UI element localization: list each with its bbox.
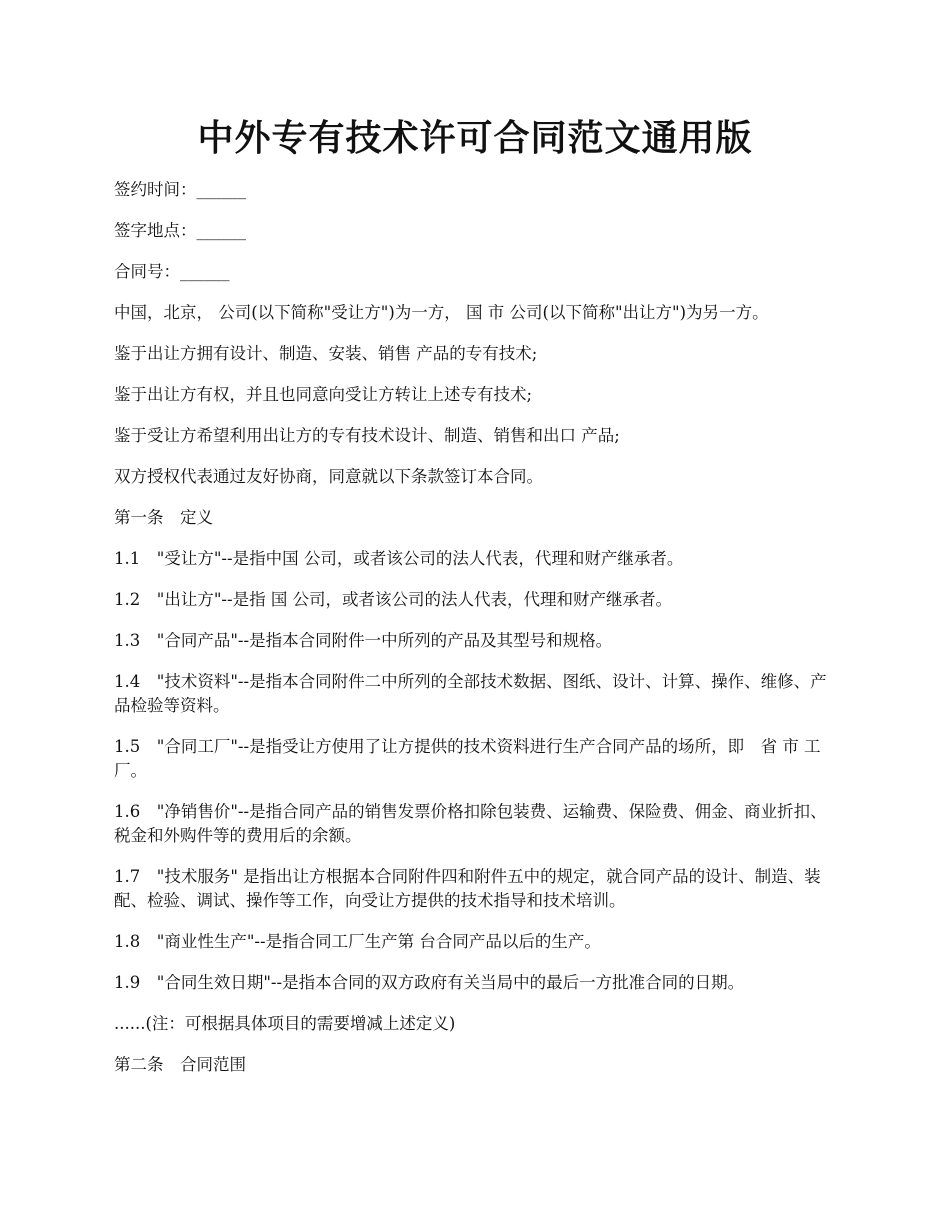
definition-1-4: 1.4 "技术资料"--是指本合同附件二中所列的全部技术数据、图纸、设计、计算、操作、维修、产品检验等资料。 <box>114 672 827 715</box>
document-title: 中外专有技术许可合同范文通用版 <box>197 117 753 159</box>
article-1-heading: 第一条 定义 <box>114 508 213 527</box>
contract-number: 合同号：______ <box>114 262 230 281</box>
definition-1-3: 1.3 "合同产品"--是指本合同附件一中所列的产品及其型号和规格。 <box>114 631 613 650</box>
recital-1: 鉴于出让方拥有设计、制造、安装、销售 产品的专有技术; <box>114 344 538 363</box>
agreement-statement: 双方授权代表通过友好协商，同意就以下条款签订本合同。 <box>114 467 543 486</box>
document-body <box>114 178 836 1094</box>
signing-time: 签约时间：______ <box>114 180 246 199</box>
parties-paragraph: 中国，北京， 公司(以下简称"受让方")为一方， 国 市 公司(以下简称"出让方")为另一方。 <box>114 303 769 322</box>
recital-2: 鉴于出让方有权，并且也同意向受让方转让上述专有技术; <box>114 385 533 404</box>
definition-1-8: 1.8 "商业性生产"--是指合同工厂生产第 台合同产品以后的生产。 <box>114 932 601 951</box>
definition-1-6: 1.6 "净销售价"--是指合同产品的销售发票价格扣除包装费、运输费、保险费、佣金、商业折扣、税金和外购件等的费用后的余额。 <box>114 802 827 845</box>
definition-1-7: 1.7 "技术服务" 是指出让方根据本合同附件四和附件五中的规定，就合同产品的设计、制造、装配、检验、调试、操作等工作，向受让方提供的技术指导和技术培训。 <box>114 867 821 910</box>
signing-place: 签字地点：______ <box>114 221 246 240</box>
article-2-heading: 第二条 合同范围 <box>114 1055 246 1074</box>
recital-3: 鉴于受让方希望利用出让方的专有技术设计、制造、销售和出口 产品; <box>114 426 620 445</box>
definition-1-9: 1.9 "合同生效日期"--是指本合同的双方政府有关当局中的最后一方批准合同的日期。 <box>114 973 745 992</box>
definition-1-2: 1.2 "出让方"--是指 国 公司，或者该公司的法人代表，代理和财产继承者。 <box>114 590 673 609</box>
definition-1-5: 1.5 "合同工厂"--是指受让方使用了让方提供的技术资料进行生产合同产品的场所，即 省 市 工厂。 <box>114 737 821 780</box>
definition-1-1: 1.1 "受让方"--是指中国 公司，或者该公司的法人代表，代理和财产继承者。 <box>114 549 684 568</box>
definitions-note: ......(注：可根据具体项目的需要增减上述定义) <box>114 1014 456 1033</box>
